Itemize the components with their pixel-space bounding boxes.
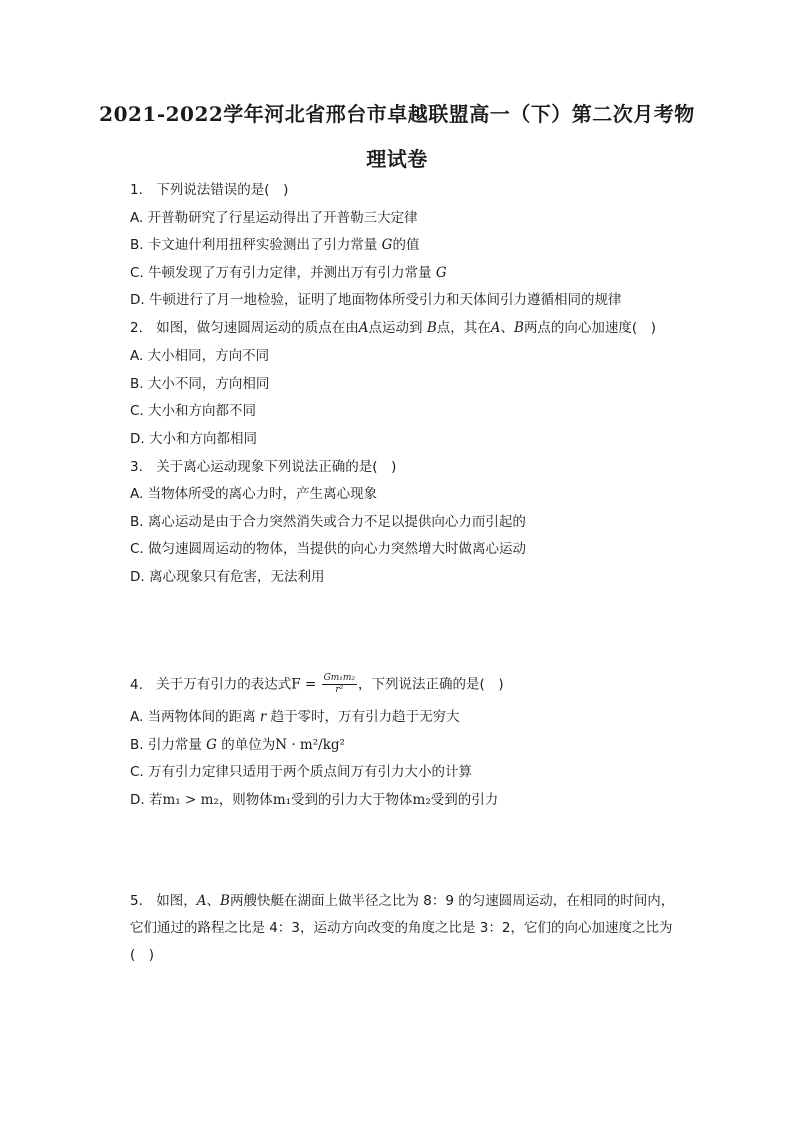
variable-b: B: [514, 320, 524, 336]
option-text: 牛顿进行了月一地检验，证明了地面物体所受引力和天体间引力遵循相同的规律: [148, 292, 622, 308]
formula-lhs: F =: [291, 676, 321, 693]
option-text-post: 的单位为: [216, 737, 276, 753]
option-label: A.: [130, 486, 144, 502]
option-text: 离心现象只有危害，无法利用: [148, 569, 325, 585]
question-5-stem-line-1: [130, 892, 674, 910]
option-text: 开普勒研究了行星运动得出了开普勒三大定律: [147, 210, 418, 226]
question-1-option-c: [130, 264, 447, 282]
question-4-option-b: [130, 736, 345, 754]
option-label: B.: [130, 376, 144, 392]
option-text-pre: 卡文迪什利用扭秤实验测出了引力常量: [147, 237, 382, 253]
variable-b: B: [220, 893, 230, 909]
option-label: D.: [130, 569, 145, 585]
variable-g: G: [435, 265, 447, 281]
exam-title-line-1: 2021-2022学年河北省邢台市卓越联盟高一（下）第二次月考物: [99, 102, 695, 126]
option-text: 做匀速圆周运动的物体，当提供的向心力突然增大时做离心运动: [148, 541, 527, 557]
question-text-part: 两点的向心加速度( ): [523, 320, 656, 336]
unit-text: N · m²/kg²: [275, 737, 345, 753]
question-number: 2.: [130, 320, 143, 336]
option-text-pre: 牛顿发现了万有引力定律，并测出万有引力常量: [148, 265, 436, 281]
question-2-option-b: [130, 375, 269, 393]
option-label: A.: [130, 210, 144, 226]
option-text-post: 趋于零时，万有引力趋于无穷大: [266, 709, 460, 725]
question-2-option-c: [130, 402, 256, 420]
option-text: 大小和方向都相同: [148, 431, 257, 447]
mass-m2: m₂: [412, 792, 431, 808]
mass-m1: m₁: [272, 792, 292, 808]
variable-b: B: [426, 320, 437, 336]
option-label: B.: [130, 737, 144, 753]
question-text-part: 如图，做匀速圆周运动的质点在由: [156, 320, 359, 336]
option-text-pre: 若: [148, 792, 163, 808]
question-3-option-d: [130, 568, 324, 586]
option-text-mid: ，则物体: [218, 792, 273, 808]
question-4-option-a: [130, 708, 460, 726]
question-text-part: 、: [500, 320, 515, 336]
question-text-part: 关于万有引力的表达式: [156, 676, 292, 693]
question-3-stem: [130, 458, 396, 476]
mass-condition: m₁ > m₂: [162, 792, 219, 808]
option-label: B.: [130, 514, 144, 530]
option-label: B.: [130, 237, 144, 253]
variable-r: r: [259, 709, 267, 725]
question-text-part: 如图，: [156, 893, 197, 909]
gravitation-formula-fraction: [322, 673, 357, 696]
option-label: C.: [130, 541, 144, 557]
variable-a: A: [196, 893, 207, 909]
option-text: 大小相同，方向不同: [147, 348, 270, 364]
question-4-option-c: [130, 763, 472, 781]
question-text-part: 点运动到: [368, 320, 427, 336]
option-text: 离心运动是由于合力突然消失或合力不足以提供向心力而引起的: [147, 514, 526, 530]
option-text: 大小和方向都不同: [148, 403, 257, 419]
question-3-option-a: [130, 485, 377, 503]
option-text-pre: 引力常量: [147, 737, 207, 753]
question-number: 5.: [130, 893, 143, 909]
option-label: D.: [130, 792, 145, 808]
question-number: 4.: [130, 676, 143, 693]
question-1-option-b: [130, 236, 419, 254]
option-text: 当物体所受的离心力时，产生离心现象: [147, 486, 378, 502]
option-text: 大小不同，方向相同: [147, 376, 270, 392]
option-label: D.: [130, 431, 145, 447]
question-text-part: 点，其在: [436, 320, 491, 336]
option-text-post: 受到的引力大于物体: [291, 792, 413, 808]
question-2-option-d: [130, 430, 257, 448]
question-1-option-d: [130, 291, 621, 309]
option-text-pre: 当两物体间的距离: [147, 709, 260, 725]
option-text-end: 受到的引力: [430, 792, 499, 808]
question-text-part: ，下列说法正确的是( ): [358, 676, 504, 693]
option-label: D.: [130, 292, 145, 308]
question-2-stem: [130, 319, 656, 337]
question-3-option-c: [130, 540, 526, 558]
question-2-option-a: [130, 347, 269, 365]
option-text-post: 的值: [392, 237, 420, 253]
question-5-stem-line-2: 它们通过的路程之比是 4：3，运动方向改变的角度之比是 3：2，它们的向心加速度之比为: [130, 920, 673, 936]
question-number: 3.: [130, 459, 143, 475]
question-number: 1.: [130, 182, 143, 198]
question-1-option-a: [130, 209, 418, 227]
variable-g: G: [381, 237, 393, 253]
option-label: A.: [130, 348, 144, 364]
question-3-option-b: [130, 513, 526, 531]
option-label: C.: [130, 403, 144, 419]
option-label: A.: [130, 709, 144, 725]
question-1-stem: [130, 181, 288, 199]
option-label: C.: [130, 764, 144, 780]
formula-numerator: Gm₁m₂: [323, 673, 356, 683]
exam-title-line-2: 理试卷: [366, 147, 428, 171]
variable-g: G: [206, 737, 217, 753]
question-4-stem: [130, 673, 504, 696]
option-label: C.: [130, 265, 144, 281]
formula-denominator: r²: [335, 685, 344, 695]
variable-a: A: [358, 320, 369, 336]
question-text: 下列说法错误的是( ): [156, 182, 289, 198]
question-4-option-d: [130, 791, 498, 809]
question-text: 关于离心运动现象下列说法正确的是( ): [156, 459, 397, 475]
question-text-part: 两艘快艇在湖面上做半径之比为 8：9 的匀速圆周运动，在相同的时间内，: [229, 893, 675, 909]
question-5-stem-line-3: ( ): [130, 947, 155, 963]
option-text: 万有引力定律只适用于两个质点间万有引力大小的计算: [148, 764, 473, 780]
variable-a: A: [490, 320, 501, 336]
question-text-part: 、: [206, 893, 221, 909]
